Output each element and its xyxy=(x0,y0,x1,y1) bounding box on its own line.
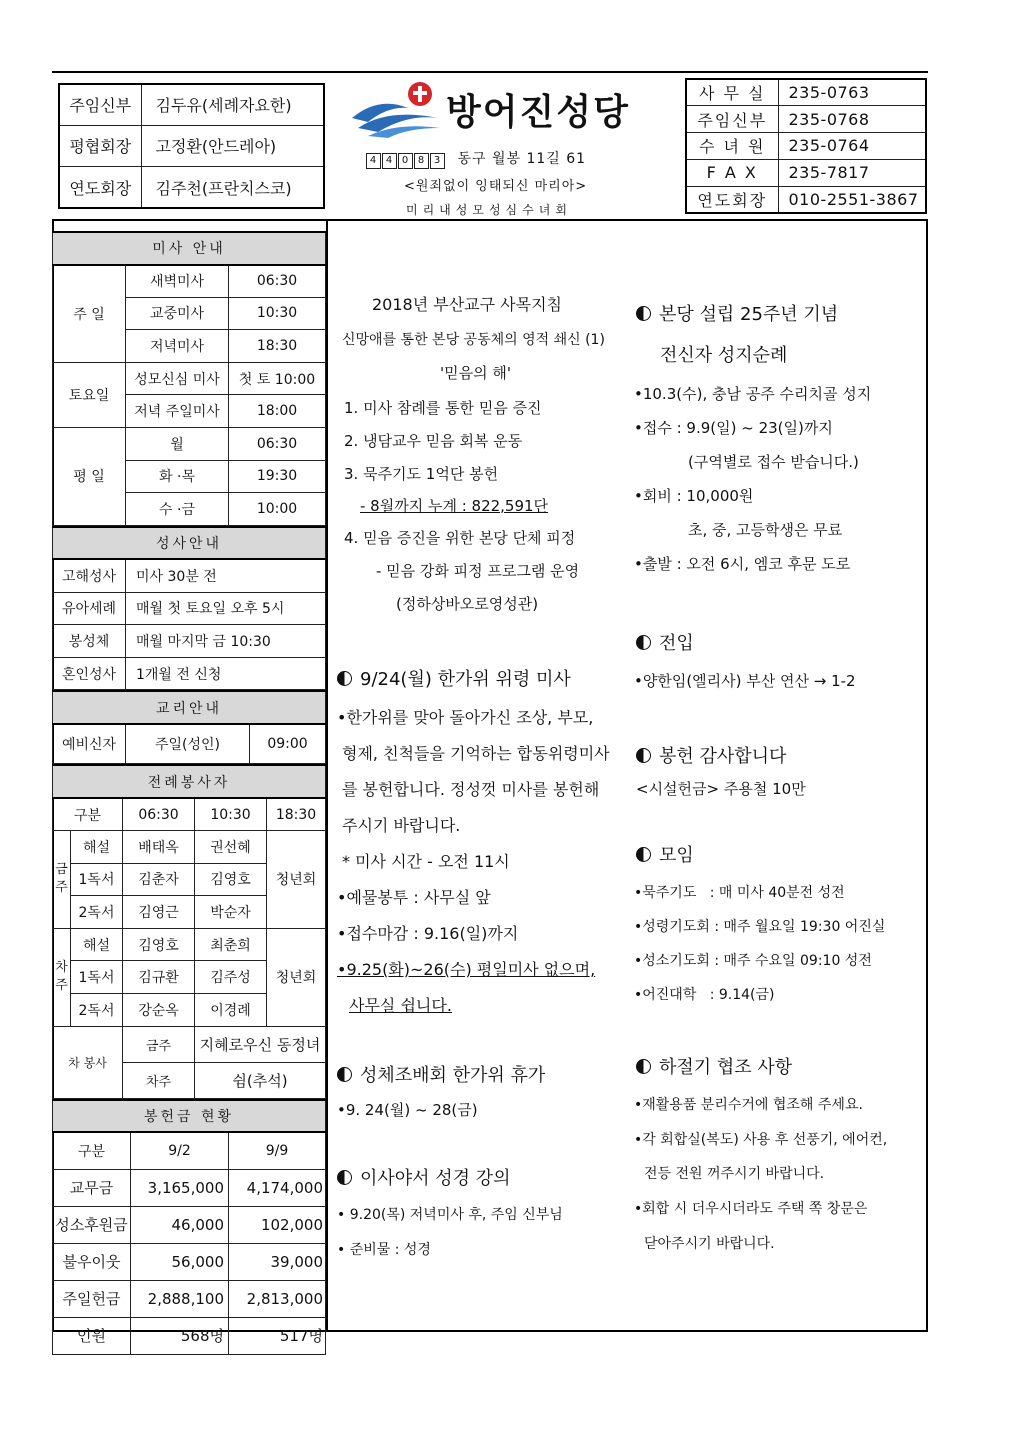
summer-line: 닫아주시기 바랍니다. xyxy=(644,1236,775,1252)
contact-row xyxy=(686,133,926,160)
catechism-table xyxy=(52,690,326,764)
half-circle-icon xyxy=(636,847,651,862)
chuseok-line: * 미사 시간 - 오전 11시 xyxy=(342,852,510,871)
staff-role: 연도회장 xyxy=(59,167,141,208)
server-name: 김주성 xyxy=(195,961,267,994)
pilgrimage-line: (구역별로 접수 받습니다.) xyxy=(688,453,859,471)
meetings-heading xyxy=(636,841,694,867)
servers-header: 10:30 xyxy=(195,798,267,831)
address-text: 동구 월봉 11길 61 xyxy=(457,151,587,167)
pastoral-year: '믿음의 해' xyxy=(440,364,511,382)
offering-value: 517명 xyxy=(229,1317,326,1354)
server-name: 김규환 xyxy=(123,961,195,994)
offering-label: 교무금 xyxy=(53,1169,131,1206)
staff-table xyxy=(58,83,325,209)
server-name: 박순자 xyxy=(195,896,267,929)
server-evening: 청년회 xyxy=(267,928,326,1026)
postal-digit: 8 xyxy=(414,153,429,169)
pastoral-item: 1. 미사 참례를 통한 믿음 증진 xyxy=(344,399,542,417)
contact-label: 수 녀 원 xyxy=(686,133,778,160)
catechism-title: 교리안내 xyxy=(53,691,326,724)
contact-value: 235-7817 xyxy=(778,159,926,186)
week2-label: 차주 xyxy=(53,928,71,1026)
mass-name: 교중미사 xyxy=(126,297,229,330)
server-role: 해설 xyxy=(71,928,123,961)
summer-title: 하절기 협조 사항 xyxy=(659,1057,793,1078)
adoration-heading xyxy=(337,1061,545,1087)
contact-row xyxy=(686,159,926,186)
flower-week: 차주 xyxy=(123,1062,195,1098)
meetings-line: •성령기도회 : 매주 월요일 19:30 어진실 xyxy=(634,919,886,935)
pastoral-title: 2018년 부산교구 사목지침 xyxy=(372,295,562,314)
mass-time: 18:00 xyxy=(229,395,326,428)
chuseok-line: 주시기 바랍니다. xyxy=(342,816,461,835)
mass-name: 월 xyxy=(126,428,229,461)
table-row xyxy=(53,265,326,298)
catechism-time: 09:00 xyxy=(250,724,326,764)
thanks-title: 봉헌 감사합니다 xyxy=(659,746,787,767)
motto: <원죄없이 잉태되신 마리아> xyxy=(404,179,588,194)
server-role: 2독서 xyxy=(71,896,123,929)
mass-name: 새벽미사 xyxy=(126,265,229,298)
table-row xyxy=(53,724,326,764)
server-name: 김영호 xyxy=(195,863,267,896)
mass-name: 화 ·목 xyxy=(126,460,229,493)
half-circle-icon xyxy=(636,748,651,763)
offering-label: 불우이웃 xyxy=(53,1243,131,1280)
isaiah-title: 이사야서 성경 강의 xyxy=(360,1168,511,1189)
server-name: 강순옥 xyxy=(123,994,195,1027)
mass-time: 첫 토 10:00 xyxy=(229,362,326,395)
pilgrimage-title2: 전신자 성지순례 xyxy=(660,345,788,366)
sacrament-table xyxy=(52,526,326,690)
sacrament-value: 1개월 전 신청 xyxy=(126,657,326,690)
half-circle-icon xyxy=(636,635,651,650)
table-row xyxy=(53,362,326,395)
catechism-value: 주일(성인) xyxy=(126,724,250,764)
chuseok-line: •예물봉투 : 사무실 앞 xyxy=(337,888,491,907)
pilgrimage-line: •접수 : 9.9(일) ~ 23(일)까지 xyxy=(634,419,833,437)
flower-week: 금주 xyxy=(123,1026,195,1062)
pilgrimage-line: •출발 : 오전 6시, 엠코 후문 도로 xyxy=(634,555,851,573)
pilgrimage-line: 초, 중, 고등학생은 무료 xyxy=(688,521,843,539)
weekday-label: 평 일 xyxy=(53,428,126,526)
server-name: 배태옥 xyxy=(123,831,195,864)
table-row xyxy=(53,1132,326,1169)
offering-value: 2,888,100 xyxy=(131,1280,229,1317)
server-role: 1독서 xyxy=(71,863,123,896)
meetings-line: •어진대학 : 9.14(금) xyxy=(634,987,775,1003)
pastoral-item: 3. 묵주기도 1억단 봉헌 xyxy=(344,465,499,483)
mass-table xyxy=(52,231,326,526)
chuseok-line: •9.25(화)~26(수) 평일미사 없으며, xyxy=(337,960,596,979)
server-name: 김춘자 xyxy=(123,863,195,896)
server-evening: 청년회 xyxy=(267,831,326,929)
isaiah-line: • 9.20(목) 저녁미사 후, 주임 신부님 xyxy=(337,1207,563,1223)
contact-label: 연도회장 xyxy=(686,186,778,213)
postal-digit: 4 xyxy=(366,153,381,169)
offering-value: 4,174,000 xyxy=(229,1169,326,1206)
week1-label: 금주 xyxy=(53,831,71,929)
offering-value: 39,000 xyxy=(229,1243,326,1280)
offering-label: 성소후원금 xyxy=(53,1206,131,1243)
table-row xyxy=(53,831,326,864)
servers-header: 구분 xyxy=(53,798,123,831)
table-row xyxy=(53,1169,326,1206)
sacrament-name: 봉성체 xyxy=(53,625,126,658)
sacrament-name: 유아세례 xyxy=(53,592,126,625)
sacrament-value: 매월 첫 토요일 오후 5시 xyxy=(126,592,326,625)
contact-value: 235-0768 xyxy=(778,106,926,133)
flower-value: 지혜로우신 동정녀 xyxy=(195,1026,326,1062)
offering-value: 56,000 xyxy=(131,1243,229,1280)
contact-label: F A X xyxy=(686,159,778,186)
contact-label: 사 무 실 xyxy=(686,79,778,106)
summer-line: •각 회합실(복도) 사용 후 선풍기, 에어컨, xyxy=(634,1132,888,1148)
contact-row xyxy=(686,106,926,133)
servers-header: 06:30 xyxy=(123,798,195,831)
server-role: 해설 xyxy=(71,831,123,864)
half-circle-icon xyxy=(337,671,352,686)
mass-time: 06:30 xyxy=(229,265,326,298)
half-circle-icon xyxy=(337,1067,352,1082)
summer-line: •회합 시 더우시더라도 주택 쪽 창문은 xyxy=(634,1201,868,1217)
servers-header: 18:30 xyxy=(267,798,326,831)
mass-time: 10:30 xyxy=(229,297,326,330)
contact-row xyxy=(686,186,926,213)
thanks-line: <시설헌금> 주용철 10만 xyxy=(636,780,806,798)
staff-row xyxy=(59,125,324,166)
offering-value: 3,165,000 xyxy=(131,1169,229,1206)
table-row xyxy=(53,428,326,461)
server-name: 최춘희 xyxy=(195,928,267,961)
pastoral-item: - 8월까지 누계 : 822,591단 xyxy=(360,497,549,515)
contact-table xyxy=(685,78,927,214)
sacrament-value: 매월 마지막 금 10:30 xyxy=(126,625,326,658)
offering-header: 구분 xyxy=(53,1132,131,1169)
table-row xyxy=(53,1243,326,1280)
mass-name: 성모신심 미사 xyxy=(126,362,229,395)
transfer-title: 전입 xyxy=(659,633,694,654)
sacrament-title: 성사안내 xyxy=(53,527,326,560)
chuseok-line: •접수마감 : 9.16(일)까지 xyxy=(337,924,519,943)
contact-value: 235-0764 xyxy=(778,133,926,160)
summer-heading xyxy=(636,1053,792,1079)
table-row xyxy=(53,657,326,690)
offering-value: 2,813,000 xyxy=(229,1280,326,1317)
motto-sisters: 미리내성모성심수녀회 xyxy=(406,203,572,217)
server-role: 2독서 xyxy=(71,994,123,1027)
table-row xyxy=(53,1280,326,1317)
server-name: 김영근 xyxy=(123,896,195,929)
half-circle-icon xyxy=(337,1170,352,1185)
postal-digit: 4 xyxy=(382,153,397,169)
postal-digit: 0 xyxy=(398,153,413,169)
pastoral-item: 4. 믿음 증진을 위한 본당 단체 피정 xyxy=(344,529,576,547)
saturday-label: 토요일 xyxy=(53,362,126,427)
summer-line: •재활용품 분리수거에 협조해 주세요. xyxy=(634,1097,863,1113)
mass-time: 19:30 xyxy=(229,460,326,493)
half-circle-icon xyxy=(636,306,651,321)
meetings-line: •묵주기도 : 매 미사 40분전 성전 xyxy=(634,885,845,901)
server-name: 김영호 xyxy=(123,928,195,961)
adoration-title: 성체조배회 한가위 휴가 xyxy=(360,1065,546,1086)
server-name: 권선혜 xyxy=(195,831,267,864)
offering-value: 102,000 xyxy=(229,1206,326,1243)
flower-label: 차 봉사 xyxy=(53,1026,123,1098)
isaiah-line: • 준비물 : 성경 xyxy=(337,1242,431,1258)
offering-label: 주일헌금 xyxy=(53,1280,131,1317)
column-divider xyxy=(326,219,328,1332)
chuseok-line: •한가위를 맞아 돌아가신 조상, 부모, xyxy=(337,708,594,727)
pilgrimage-line: •10.3(수), 충남 공주 수리치골 성지 xyxy=(634,385,872,403)
staff-row xyxy=(59,167,324,208)
table-row xyxy=(53,1026,326,1062)
chuseok-line: 형제, 친척들을 기억하는 합동위령미사 xyxy=(342,744,610,763)
thanks-heading xyxy=(636,742,786,768)
catechism-name: 예비신자 xyxy=(53,724,126,764)
table-row xyxy=(53,559,326,592)
isaiah-heading xyxy=(337,1164,511,1190)
mass-name: 저녁 주일미사 xyxy=(126,395,229,428)
table-row xyxy=(53,625,326,658)
staff-role: 주임신부 xyxy=(59,84,141,125)
mass-name: 수 ·금 xyxy=(126,493,229,526)
table-row xyxy=(53,592,326,625)
chuseok-line: 사무실 쉽니다. xyxy=(349,996,452,1015)
offering-value: 568명 xyxy=(131,1317,229,1354)
mass-title: 미사 안내 xyxy=(53,232,326,265)
mass-time: 18:30 xyxy=(229,330,326,363)
mass-time: 10:00 xyxy=(229,493,326,526)
servers-table xyxy=(52,764,326,1098)
staff-role: 평협회장 xyxy=(59,125,141,166)
offering-value: 46,000 xyxy=(131,1206,229,1243)
contact-value: 010-2551-3867 xyxy=(778,186,926,213)
transfer-line: •양한임(엘리사) 부산 연산 → 1-2 xyxy=(634,672,856,690)
summer-line: 전등 전원 꺼주시기 바랍니다. xyxy=(644,1166,825,1182)
church-logo-icon xyxy=(348,78,444,140)
pastoral-subtitle: 신망애를 통한 본당 공동체의 영적 쇄신 (1) xyxy=(342,332,605,348)
table-row xyxy=(53,1206,326,1243)
sunday-label: 주 일 xyxy=(53,265,126,363)
contact-value: 235-0763 xyxy=(778,79,926,106)
offering-header: 9/2 xyxy=(131,1132,229,1169)
pastoral-item: 2. 냉담교우 믿음 회복 운동 xyxy=(344,432,523,450)
left-column xyxy=(52,231,326,1355)
offering-table xyxy=(52,1099,326,1355)
servers-title: 전례봉사자 xyxy=(53,765,326,798)
pilgrimage-heading xyxy=(636,300,838,326)
transfer-heading xyxy=(636,629,694,655)
meetings-line: •성소기도회 : 매주 수요일 09:10 성전 xyxy=(634,953,872,969)
table-row xyxy=(53,1317,326,1354)
contact-label: 주임신부 xyxy=(686,106,778,133)
server-name: 이경례 xyxy=(195,994,267,1027)
table-row xyxy=(53,798,326,831)
offering-header: 9/9 xyxy=(229,1132,326,1169)
staff-name: 고정환(안드레아) xyxy=(141,125,324,166)
pilgrimage-title: 본당 설립 25주년 기념 xyxy=(659,304,839,325)
meetings-title: 모임 xyxy=(659,845,694,866)
contact-row xyxy=(686,79,926,106)
flower-value: 쉼(추석) xyxy=(195,1062,326,1098)
adoration-line: •9. 24(월) ~ 28(금) xyxy=(337,1101,478,1119)
sacrament-name: 혼인성사 xyxy=(53,657,126,690)
staff-row xyxy=(59,84,324,125)
chuseok-mass-heading xyxy=(337,665,571,691)
staff-name: 김주천(프란치스코) xyxy=(141,167,324,208)
server-role: 1독서 xyxy=(71,961,123,994)
postal-digit: 3 xyxy=(430,153,445,169)
sacrament-name: 고해성사 xyxy=(53,559,126,592)
pastoral-item: (정하상바오로영성관) xyxy=(396,595,539,613)
sacrament-value: 미사 30분 전 xyxy=(126,559,326,592)
table-row xyxy=(53,928,326,961)
church-name: 방어진성당 xyxy=(446,92,630,133)
top-rule xyxy=(52,71,928,73)
pilgrimage-line: •회비 : 10,000원 xyxy=(634,487,754,505)
address xyxy=(366,148,586,169)
chuseok-line: 를 봉헌합니다. 정성껏 미사를 봉헌해 xyxy=(342,780,600,799)
mass-name: 저녁미사 xyxy=(126,330,229,363)
offering-label: 인원 xyxy=(53,1317,131,1354)
staff-name: 김두유(세례자요한) xyxy=(141,84,324,125)
half-circle-icon xyxy=(636,1059,651,1074)
pastoral-item: - 믿음 강화 피정 프로그램 운영 xyxy=(376,562,580,580)
chuseok-mass-title: 9/24(월) 한가위 위령 미사 xyxy=(360,669,571,690)
mass-time: 06:30 xyxy=(229,428,326,461)
offering-title: 봉헌금 현황 xyxy=(53,1100,326,1133)
